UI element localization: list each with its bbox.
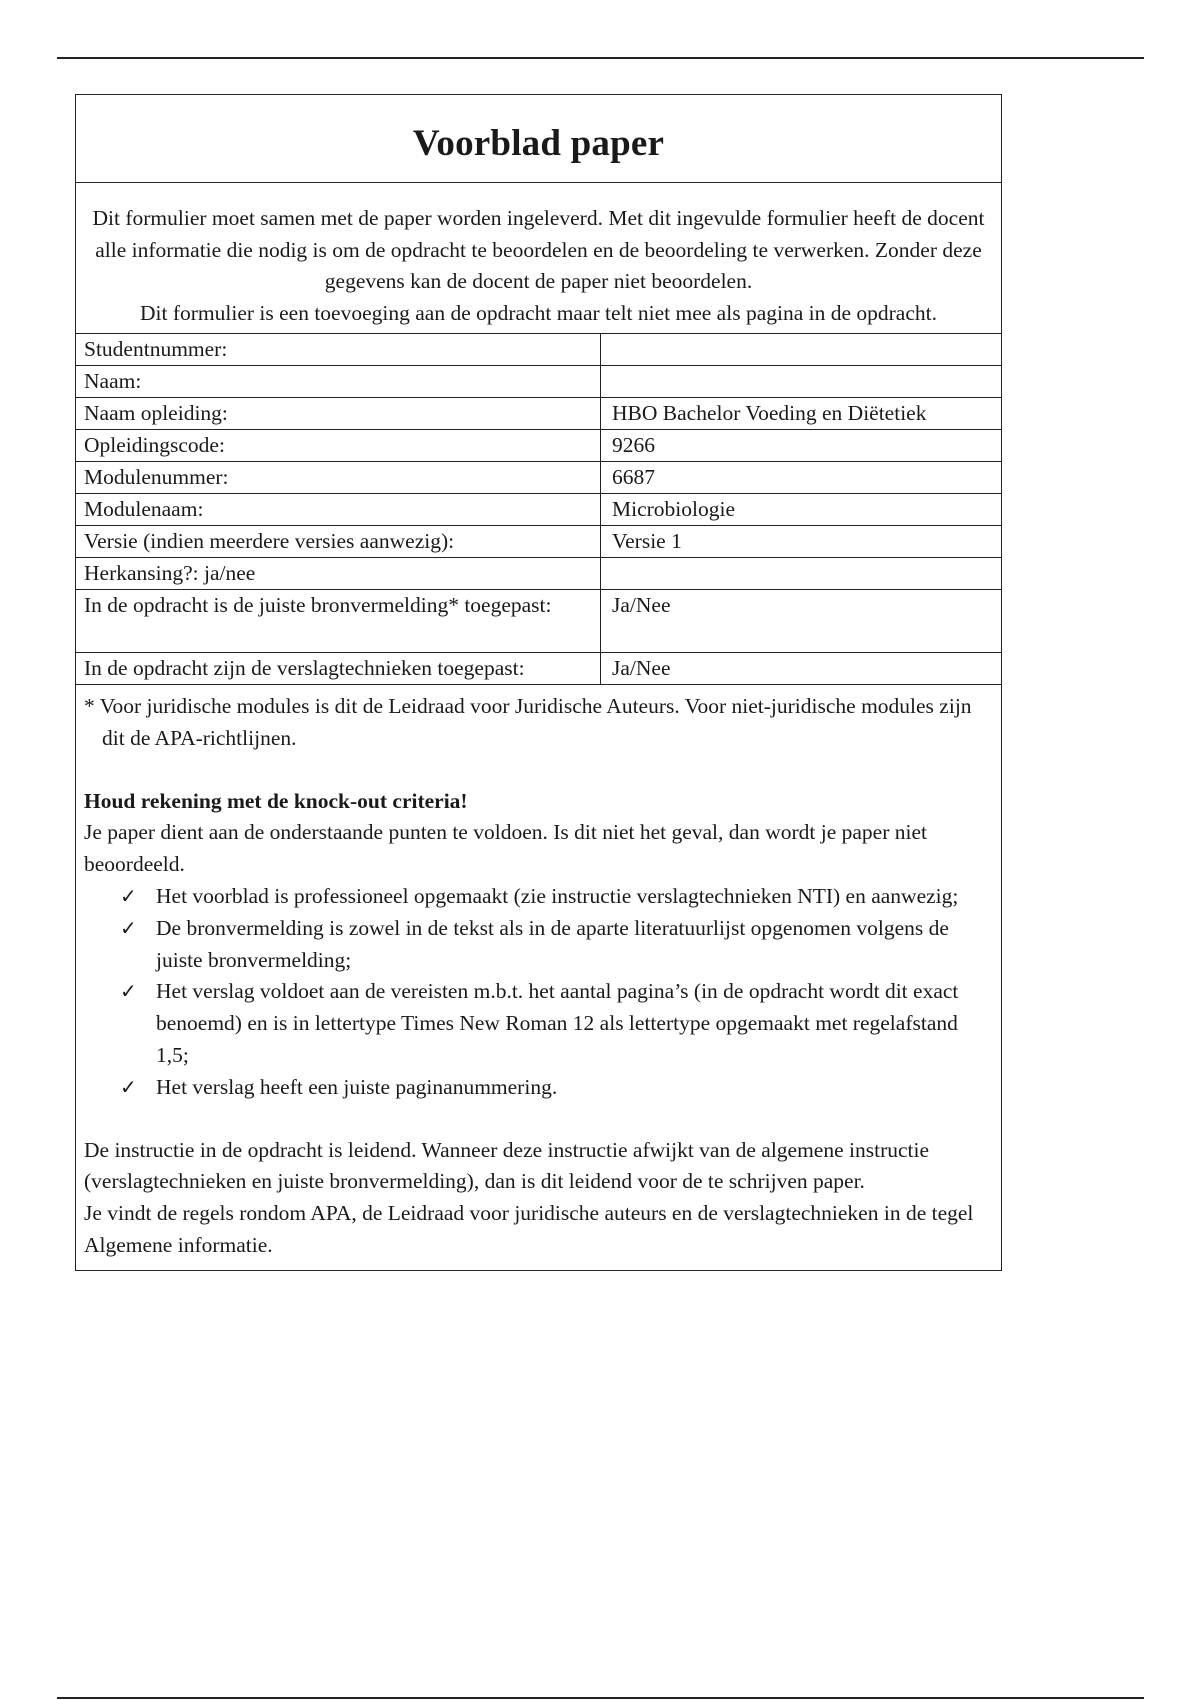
list-item [120,913,993,977]
field-label-studentnummer: Studentnummer: [76,334,601,366]
criteria-list [84,881,993,1104]
table-row [76,590,1001,653]
field-value-naam-opleiding[interactable]: HBO Bachelor Voeding en Diëtetiek [601,398,1002,430]
intro-text [76,183,1001,334]
checkmark-icon: ✓ [120,1074,137,1099]
field-value-opleidingscode[interactable]: 9266 [601,430,1002,462]
knockout-heading: Houd rekening met de knock-out criteria! [84,788,468,813]
field-value-modulenummer[interactable]: 6687 [601,462,1002,494]
field-label-verslagtechnieken: In de opdracht zijn de verslagtechnieken toegepast: [76,653,601,685]
field-label-opleidingscode: Opleidingscode: [76,430,601,462]
table-row [76,494,1001,526]
field-label-herkansing: Herkansing?: ja/nee [76,558,601,590]
field-value-naam[interactable] [601,366,1002,398]
table-row [76,398,1001,430]
field-value-versie[interactable]: Versie 1 [601,526,1002,558]
table-row [76,526,1001,558]
list-item [120,881,993,913]
field-label-bronvermelding: In de opdracht is de juiste bronvermelding* toegepast: [76,590,601,653]
checkmark-icon: ✓ [120,883,137,908]
field-value-verslagtechnieken[interactable]: Ja/Nee [601,653,1002,685]
table-row [76,366,1001,398]
knockout-intro: Je paper dient aan de onderstaande punten te voldoen. Is dit niet het geval, dan wordt je paper niet beoordeeld. [84,820,927,877]
intro-paragraph: Dit formulier moet samen met de paper worden ingeleverd. Met dit ingevulde formulier heeft de docent alle informatie die nodig is om de opdracht te beoordelen en de beoordeling te verwerken. Zonder deze gegevens kan de docent de paper niet beoordelen. [92,206,985,293]
table-row [76,334,1001,366]
checkmark-icon: ✓ [120,979,137,1004]
field-label-naam-opleiding: Naam opleiding: [76,398,601,430]
criterion-text: Het verslag voldoet aan de vereisten m.b.t. het aantal pagina’s (in de opdracht wordt dit exact benoemd) en is in lettertype Times New Roman 12 als lettertype opgemaakt met regelafstand 1,5; [156,979,959,1067]
fields-table [76,334,1001,685]
footer-rule [57,1697,1144,1699]
list-item [120,976,993,1071]
table-row [76,653,1001,685]
list-item [120,1072,993,1104]
field-label-versie: Versie (indien meerdere versies aanwezig): [76,526,601,558]
field-value-modulenaam[interactable]: Microbiologie [601,494,1002,526]
page-title: Voorblad paper [412,123,665,164]
cover-form [75,94,1002,1271]
field-label-modulenummer: Modulenummer: [76,462,601,494]
field-label-modulenaam: Modulenaam: [76,494,601,526]
field-value-herkansing[interactable] [601,558,1002,590]
notes-section [76,685,1001,1270]
criterion-text: Het voorblad is professioneel opgemaakt (zie instructie verslagtechnieken NTI) en aanwezig; [156,883,959,908]
footnote: * Voor juridische modules is dit de Leidraad voor Juridische Auteurs. Voor niet-juridische modules zijn dit de APA-richtlijnen. [84,694,972,750]
table-row [76,430,1001,462]
closing-paragraph: Je vindt de regels rondom APA, de Leidraad voor juridische auteurs en de verslagtechnieken in de tegel Algemene informatie. [84,1201,974,1257]
header-rule [57,57,1144,59]
table-row [76,558,1001,590]
closing-paragraph: De instructie in de opdracht is leidend. Wanneer deze instructie afwijkt van de algemene instructie (verslagtechnieken en juiste bronvermelding), dan is dit leidend voor de te schrijven paper. [84,1137,930,1194]
intro-paragraph: Dit formulier is een toevoeging aan de opdracht maar telt niet mee als pagina in de opdracht. [139,300,937,325]
checkmark-icon: ✓ [120,915,137,940]
title-row [76,95,1001,183]
criterion-text: Het verslag heeft een juiste paginanummering. [156,1074,558,1099]
field-value-studentnummer[interactable] [601,334,1002,366]
table-row [76,462,1001,494]
criterion-text: De bronvermelding is zowel in de tekst als in de aparte literatuurlijst opgenomen volgens de juiste bronvermelding; [156,915,949,972]
field-value-bronvermelding[interactable]: Ja/Nee [601,590,1002,653]
spacer [84,1104,993,1135]
spacer [84,755,993,786]
field-label-naam: Naam: [76,366,601,398]
